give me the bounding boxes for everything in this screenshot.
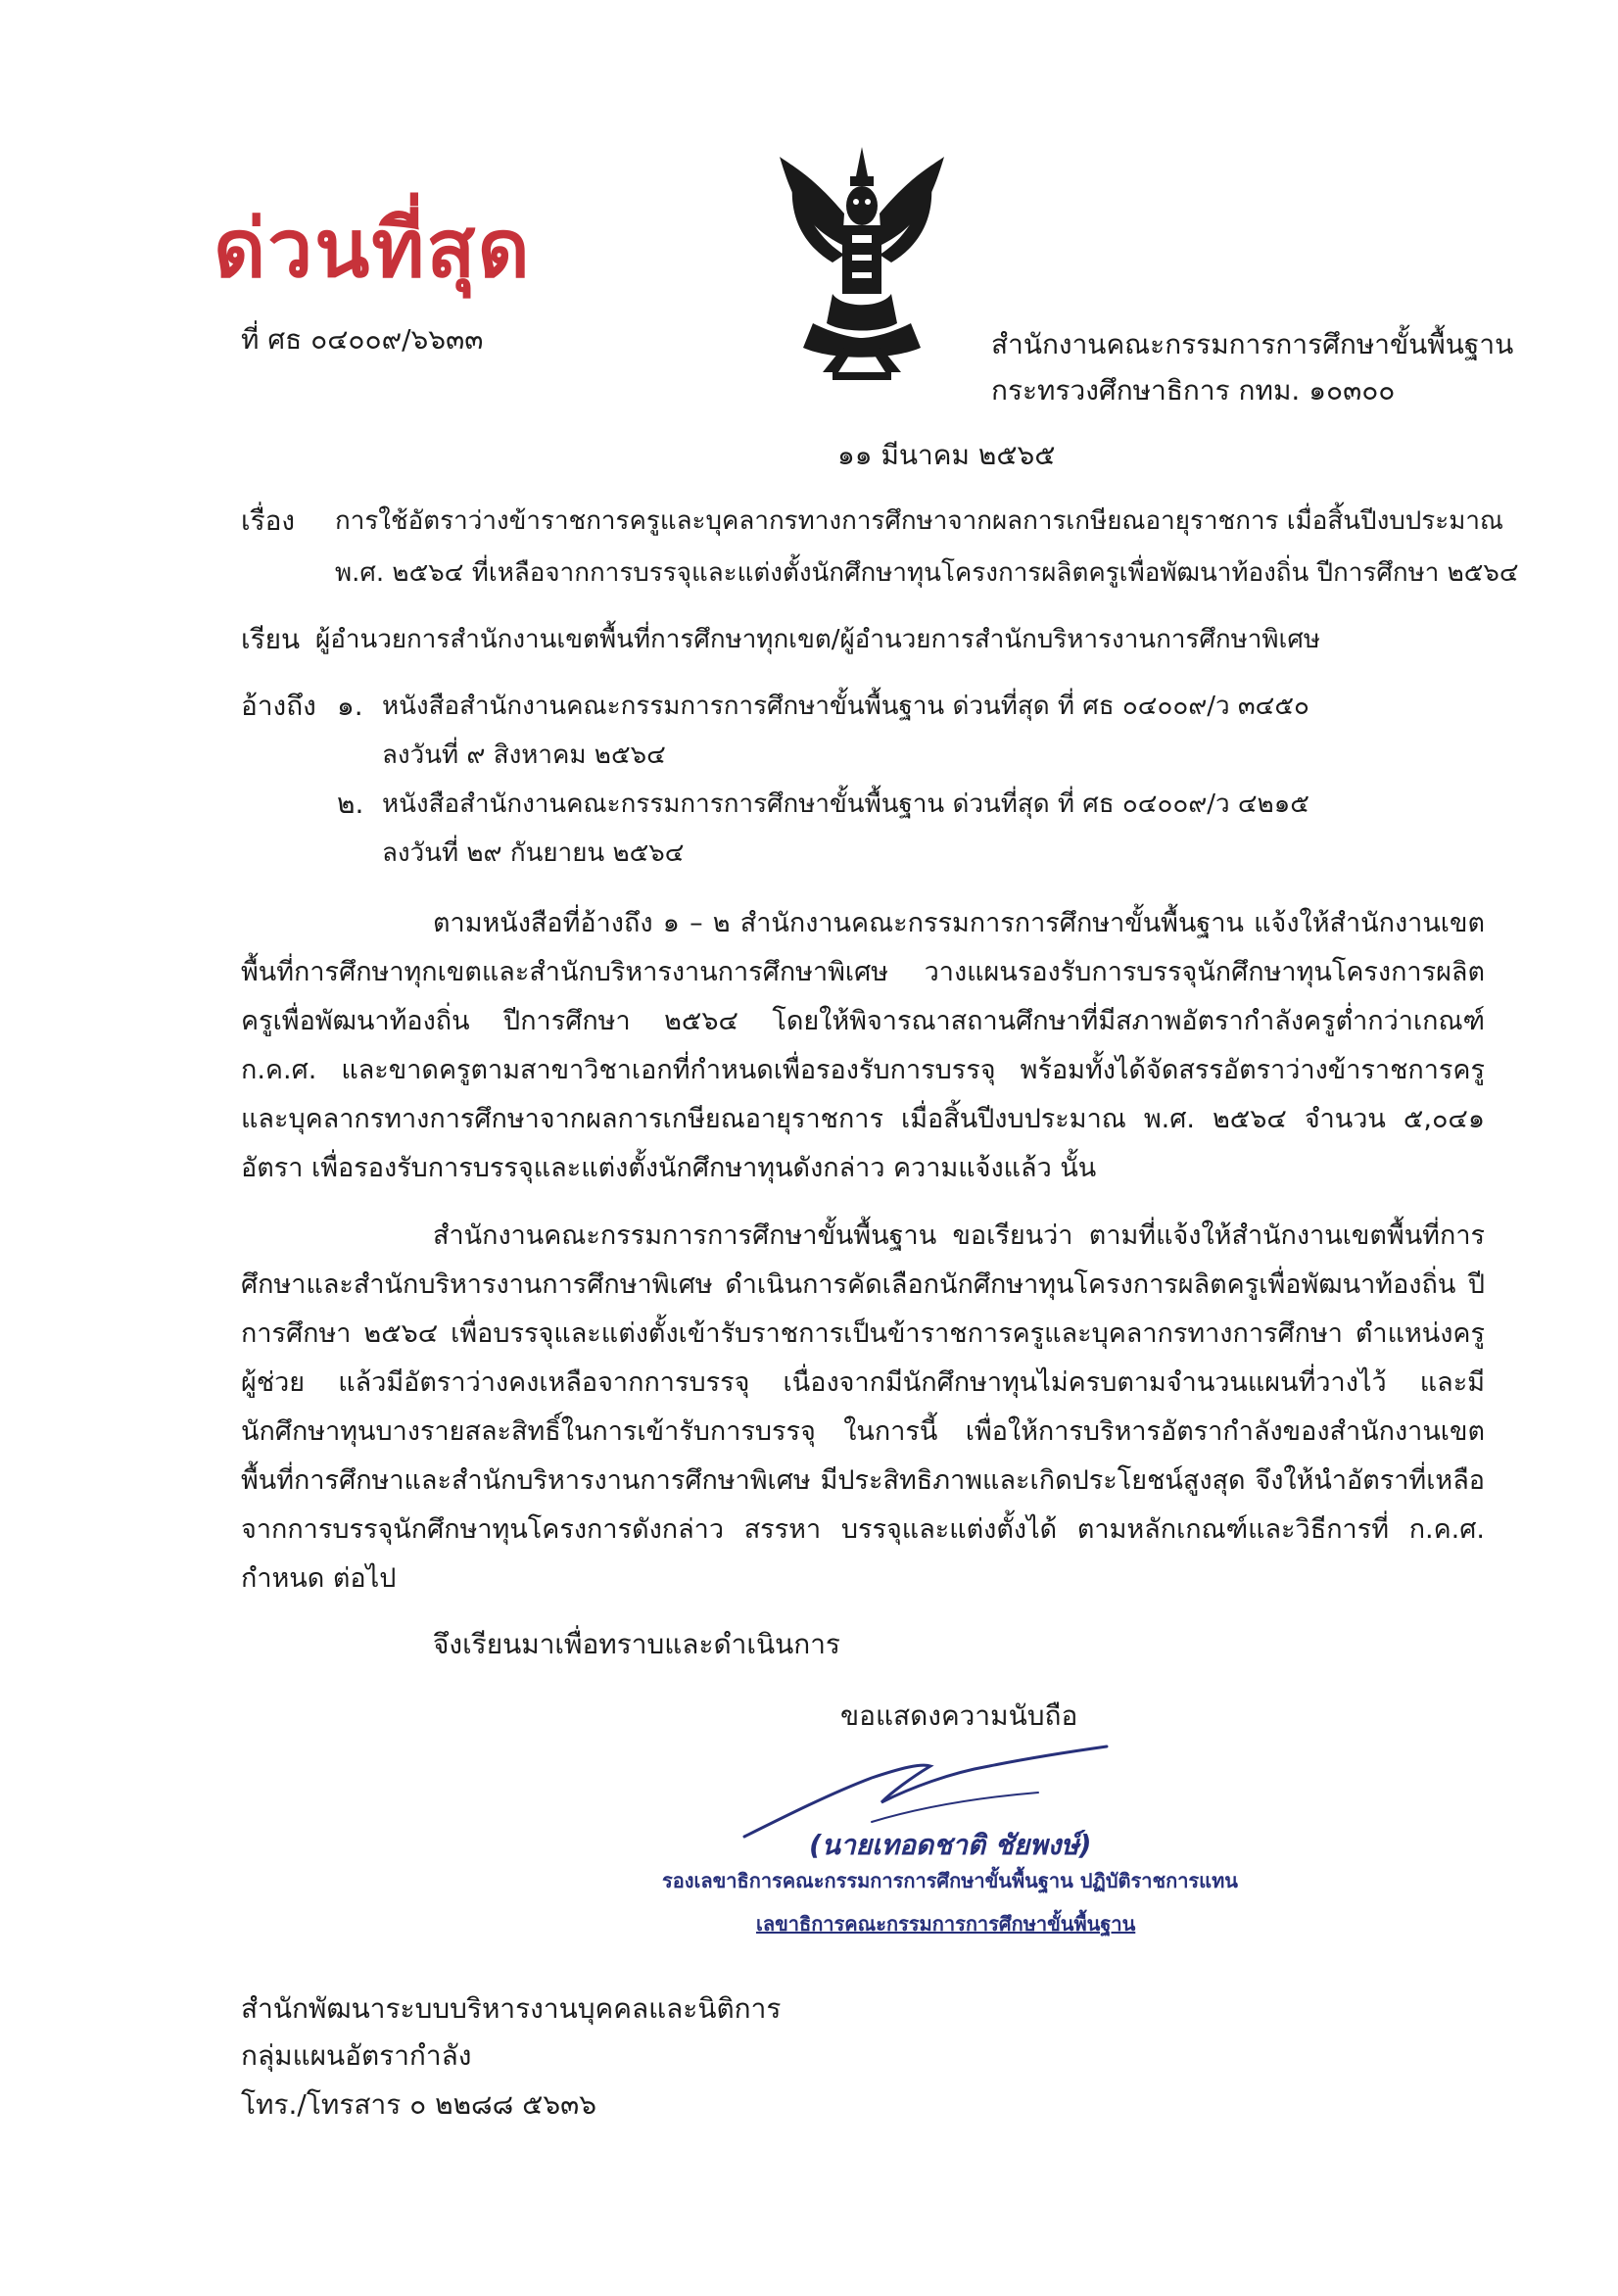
footer-group: กลุ่มแผนอัตรากำลัง bbox=[241, 2039, 472, 2072]
signatory-position-1: รองเลขาธิการคณะกรรมการการศึกษาขั้นพื้นฐาน ปฏิบัติราชการแทน bbox=[662, 1869, 1238, 1892]
subject-line-2: พ.ศ. ๒๕๖๔ ที่เหลือจากการบรรจุและแต่งตั้งนักศึกษาทุนโครงการผลิตครูเพื่อพัฒนาท้องถิ่น ปีการศึกษา ๒๕๖๔ bbox=[335, 558, 1519, 588]
footer-office: สำนักพัฒนาระบบบริหารงานบุคคลและนิติการ bbox=[241, 1992, 782, 2025]
subject-line-1: การใช้อัตราว่างข้าราชการครูและบุคลากรทางการศึกษาจากผลการเกษียณอายุราชการ เมื่อสิ้นปีงบประมาณ bbox=[335, 506, 1504, 536]
reference-2-number: ๒. bbox=[337, 788, 364, 820]
footer-phone: โทร./โทรสาร ๐ ๒๒๘๘ ๕๖๓๖ bbox=[241, 2088, 597, 2121]
agency-name: สำนักงานคณะกรรมการการศึกษาขั้นพื้นฐาน bbox=[991, 328, 1514, 360]
recipient-text: ผู้อำนวยการสำนักงานเขตพื้นที่การศึกษาทุกเขต/ผู้อำนวยการสำนักบริหารงานการศึกษาพิเศษ bbox=[315, 625, 1321, 654]
reference-1-line-2: ลงวันที่ ๙ สิงหาคม ๒๕๖๔ bbox=[382, 741, 666, 770]
letter-date: ๑๑ มีนาคม ๒๕๖๕ bbox=[837, 439, 1056, 471]
closing-line: จึงเรียนมาเพื่อทราบและดำเนินการ bbox=[433, 1628, 840, 1660]
garuda-emblem-icon bbox=[774, 137, 950, 392]
document-number: ที่ ศธ ๐๔๐๐๙/๖๖๓๓ bbox=[241, 323, 484, 356]
body-paragraph-1 bbox=[241, 899, 1485, 1193]
reference-1-number: ๑. bbox=[337, 690, 363, 722]
signatory-position-2: เลขาธิการคณะกรรมการการศึกษาขั้นพื้นฐาน bbox=[756, 1912, 1136, 1936]
agency-address: กระทรวงศึกษาธิการ กทม. ๑๐๓๐๐ bbox=[991, 374, 1396, 407]
subject-label: เรื่อง bbox=[241, 504, 296, 537]
signatory-name: (นายเทอดชาติ ชัยพงษ์) bbox=[809, 1829, 1092, 1861]
recipient-label: เรียน bbox=[241, 623, 301, 655]
reference-2-line-1: หนังสือสำนักงานคณะกรรมการการศึกษาขั้นพื้นฐาน ด่วนที่สุด ที่ ศธ ๐๔๐๐๙/ว ๔๒๑๕ bbox=[382, 789, 1309, 819]
reference-1-line-1: หนังสือสำนักงานคณะกรรมการการศึกษาขั้นพื้นฐาน ด่วนที่สุด ที่ ศธ ๐๔๐๐๙/ว ๓๔๕๐ bbox=[382, 692, 1309, 721]
references-label: อ้างถึง bbox=[241, 690, 316, 722]
body-paragraph-2 bbox=[241, 1212, 1485, 1603]
urgency-stamp: ด่วนที่สุด bbox=[214, 203, 532, 296]
regards-line: ขอแสดงความนับถือ bbox=[840, 1699, 1078, 1732]
reference-2-line-2: ลงวันที่ ๒๙ กันยายน ๒๕๖๔ bbox=[382, 838, 685, 868]
body-paragraph-2-text: สำนักงานคณะกรรมการการศึกษาขั้นพื้นฐาน ขอเรียนว่า ตามที่แจ้งให้สำนักงานเขตพื้นที่การศึกษาและสำนักบริหารงานการศึกษาพิเศษ ดำเนินการคัดเลือกนักศึกษาทุนโครงการผลิตครูเพื่อพัฒนาท้องถิ่น ปีการศึกษา ๒๕๖๔ เพื่อบรรจุและแต่งตั้งเข้ารับราชการเป็นข้าราชการครูและบุคลากรทางการศึกษา ตำแหน่งครูผู้ช่วย แล้วมีอัตราว่างคงเหลือจากการบรรจุ เนื่องจากมีนักศึกษาทุนไม่ครบตามจำนวนแผนที่วางไว้ และมีนักศึกษาทุนบางรายสละสิทธิ์ในการเข้ารับการบรรจุ ในการนี้ เพื่อให้การบริหารอัตรากำลังของสำนักงานเขตพื้นที่การศึกษาและสำนักบริหารงานการศึกษาพิเศษ มีประสิทธิภาพและเกิดประโยชน์สูงสุด จึงให้นำอัตราที่เหลือจากการบรรจุนักศึกษาทุนโครงการดังกล่าว สรรหา บรรจุและแต่งตั้งได้ ตามหลักเกณฑ์และวิธีการที่ ก.ค.ศ. กำหนด ต่อไป bbox=[241, 1220, 1485, 1594]
body-paragraph-1-text: ตามหนังสือที่อ้างถึง ๑ – ๒ สำนักงานคณะกรรมการการศึกษาขั้นพื้นฐาน แจ้งให้สำนักงานเขตพื้นที่การศึกษาทุกเขตและสำนักบริหารงานการศึกษาพิเศษ วางแผนรองรับการบรรจุนักศึกษาทุนโครงการผลิตครูเพื่อพัฒนาท้องถิ่น ปีการศึกษา ๒๕๖๔ โดยให้พิจารณาสถานศึกษาที่มีสภาพอัตรากำลังครูต่ำกว่าเกณฑ์ ก.ค.ศ. และขาดครูตามสาขาวิชาเอกที่กำหนดเพื่อรองรับการบรรจุ พร้อมทั้งได้จัดสรรอัตราว่างข้าราชการครูและบุคลากรทางการศึกษาจากผลการเกษียณอายุราชการ เมื่อสิ้นปีงบประมาณ พ.ศ. ๒๕๖๔ จำนวน ๕,๐๔๑ อัตรา เพื่อรองรับการบรรจุและแต่งตั้งนักศึกษาทุนดังกล่าว ความแจ้งแล้ว นั้น bbox=[241, 908, 1485, 1183]
